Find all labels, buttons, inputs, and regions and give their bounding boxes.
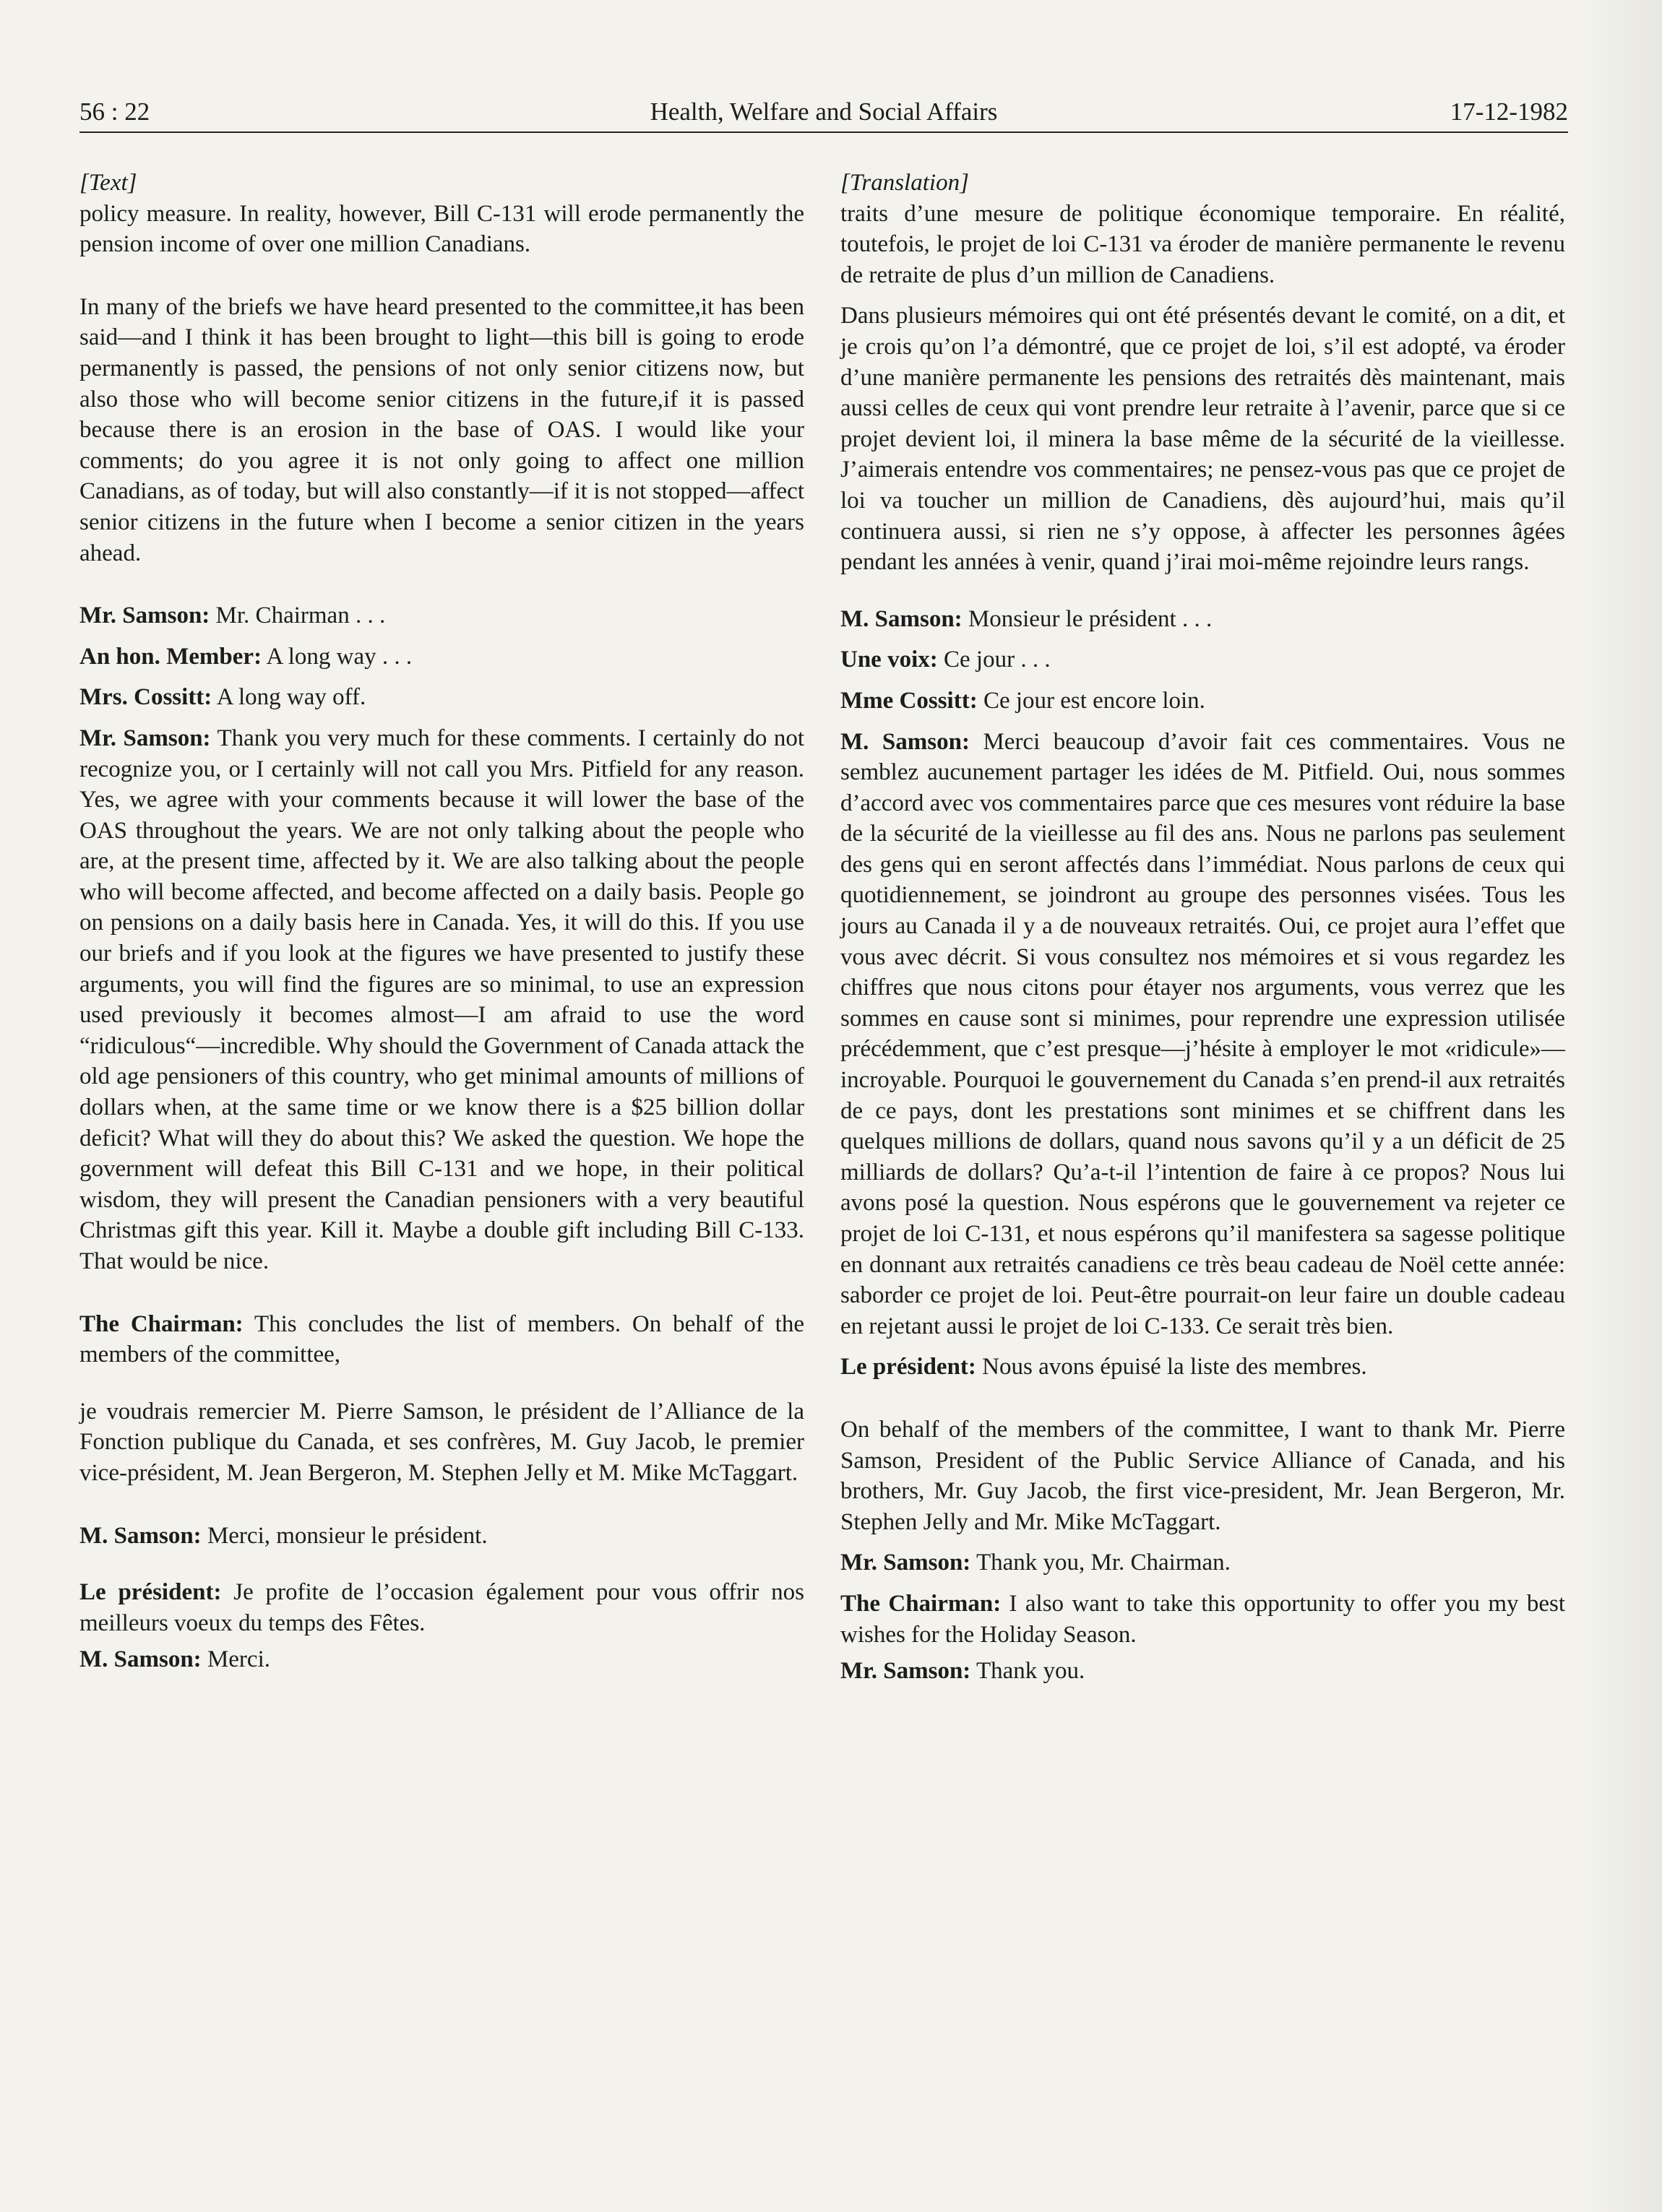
speaker-name: Une voix:	[840, 647, 938, 673]
speech-text: Mr. Chairman . . .	[210, 602, 386, 629]
speech-text: Merci beaucoup d’avoir fait ces commentaires. Vous ne semblez aucunement partager les idées de M. Pitfield. Oui, nous sommes d’accord avec vos commentaires parce que ces mesures vont réduire la base de la sécurité de la vieillesse au fil des ans. Nous ne parlons pas seulement des gens qui en seront affectés dans l’immédiat. Nous parlons de ceux qui quotidiennement, se joindront au groupe des personnes visées. Tous les jours au Canada il y a de nouveaux retraités. Oui, ce projet aura l’effet que vous avec décrit. Si vous consultez nos mémoires et si vous regardez les chiffres que nous citons pour étayer nos arguments, vous verrez que les sommes en cause sont si minimes, pour reprendre une expression utilisée précédemment, que c’est presque—j’hésite à employer le mot «ridicule»—incroyable. Pourquoi le gouvernement du Canada s’en prend-il aux retraités de ce pays, dont les prestations sont minimes et se chiffrent dans les quelques millions de dollars, quand nous savons qu’il y a un déficit de 25 milliards de dollars? Qu’a-t-il l’intention de faire à ce propos? Nous lui avons posé la question. Nous espérons que le gouvernement va rejeter ce projet de loi C-131, et nous espérons qu’il manifestera sa sagesse politique en donnant aux retraités canadiens ce très beau cadeau de Noël cette année: saborder ce projet de loi. Peut-être pourrait-on leur faire un double cadeau en rejetant aussi le projet de loi C-133. Ce serait très bien.	[840, 728, 1565, 1339]
speaker-name: M. Samson:	[79, 1646, 202, 1673]
speech-text: Je profite de l’occasion également pour vous offrir nos meilleurs voeux du temps des Fêtes.	[79, 1579, 804, 1636]
speaker-name: Mrs. Cossitt:	[79, 684, 212, 711]
speech	[840, 686, 1565, 717]
publication-title: Health, Welfare and Social Affairs	[650, 98, 998, 126]
speech-text: I also want to take this opportunity to offer you my best wishes for the Holiday Season.	[840, 1590, 1565, 1648]
speaker-name: M. Samson:	[840, 728, 970, 755]
speaker-name: Le président:	[840, 1354, 976, 1381]
page-header	[79, 92, 1568, 133]
paragraph: On behalf of the members of the committee, I want to thank Mr. Pierre Samson, President of the Public Service Alliance of Canada, and his brothers, Mr. Guy Jacob, the first vice-president, Mr. Jean Bergeron, Mr. Stephen Jelly and Mr. Mike McTaggart.	[840, 1416, 1565, 1535]
speech	[840, 1589, 1565, 1650]
speaker-name: Mr. Samson:	[79, 602, 210, 629]
speech	[79, 682, 804, 713]
paragraph: policy measure. In reality, however, Bill C-131 will erode permanently the pension income of over one million Canadians.	[79, 200, 804, 258]
speech-text: Nous avons épuisé la liste des membres.	[976, 1354, 1367, 1381]
speech-text: Merci, monsieur le président.	[201, 1522, 488, 1549]
paragraph: je voudrais remercier M. Pierre Samson, le président de l’Alliance de la Fonction publique du Canada, et ses confrères, M. Guy Jacob, le premier vice-président, M. Jean Bergeron, M. Stephen Jelly et M. Mike McTaggart.	[79, 1398, 804, 1486]
paragraph: In many of the briefs we have heard presented to the committee,it has been said—and I think it has been brought to light—this bill is going to erode permanently is passed, the pensions of not only senior citizens now, but also those who will become senior citizens in the future,if it is passed because there is an erosion in the base of OAS. I would like your comments; do you agree it is not only going to affect one million Canadians, as of today, but will also constantly—if it is not stopped—affect senior citizens in the future when I become a senior citizen in the years ahead.	[79, 293, 804, 566]
speech-text: Ce jour est encore loin.	[977, 687, 1205, 714]
speech-text: Thank you.	[970, 1658, 1085, 1685]
speech	[79, 1644, 804, 1675]
speech	[79, 641, 804, 673]
speech	[840, 727, 1565, 1342]
speech-text: Monsieur le président . . .	[962, 605, 1213, 632]
speech	[79, 1521, 804, 1552]
page-date: 17-12-1982	[1450, 98, 1568, 126]
speech-text: Ce jour . . .	[937, 647, 1051, 673]
speaker-name: M. Samson:	[840, 605, 963, 632]
paragraph: Dans plusieurs mémoires qui ont été présentés devant le comité, on a dit, et je crois qu’on l’a démontré, que ce projet de loi, s’il est adopté, va éroder d’une manière permanente les pensions des retraités dès maintenant, mais aussi celles de ceux qui vont prendre leur retraite à l’avenir, parce que si ce projet devient loi, il minera la base même de la sécurité de la vieillesse. J’aimerais entendre vos commentaires; ne pensez-vous pas que ce projet de loi va toucher un million de Canadiens, dès aujourd’hui, mais qu’il continuera aussi, si rien ne s’y oppose, à affecter les personnes âgées pendant les années à venir, quand j’irai moi-même rejoindre leurs rangs.	[840, 303, 1565, 576]
speaker-name: An hon. Member:	[79, 643, 262, 670]
speaker-name: Mme Cossitt:	[840, 687, 978, 714]
speech	[840, 1656, 1565, 1687]
speech-text: Thank you very much for these comments. I certainly do not recognize you, or I certainly will not call you Mrs. Pitfield for any reason. Yes, we agree with your comments because it will lower the base of the OAS throughout the years. We are not only talking about the people who are, at the present time, affected by it. We are also talking about the people who will become affected, and become affected on a daily basis. People go on pensions on a daily basis here in Canada. Yes, it will do this. If you use our briefs and if you look at the figures we have presented to justify these arguments, you will find the figures are so minimal, to use an expression used previously it becomes almost—I am afraid to use the word “ridiculous“—incredible. Why should the Government of Canada attack the old age pensioners of this country, who get minimal amounts of millions of dollars when, at the same time or we know there is a $25 billion dollar deficit? What will they do about this? We asked the question. We hope the government will defeat this Bill C-131 and we hope, in their political wisdom, they will present the Canadian pensioners with a very beautiful Christmas gift this year. Kill it. Maybe a double gift including Bill C-133. That would be nice.	[79, 725, 804, 1274]
speaker-name: The Chairman:	[840, 1590, 1002, 1617]
language-tag: [Text]	[79, 170, 137, 196]
language-tag: [Translation]	[840, 170, 969, 196]
speaker-name: Mr. Samson:	[79, 725, 211, 751]
page-number: 56 : 22	[79, 98, 150, 126]
speaker-name: Mr. Samson:	[840, 1658, 971, 1685]
paragraph: traits d’une mesure de politique économique temporaire. En réalité, toutefois, le projet de loi C-131 va éroder de manière permanente le revenu de retraite de plus d’un million de Canadiens.	[840, 200, 1565, 288]
speech-text: A long way off.	[212, 684, 366, 711]
speaker-name: Le président:	[79, 1579, 222, 1606]
speech	[79, 1309, 804, 1370]
speech-text: This concludes the list of members. On behalf of the members of the committee,	[79, 1310, 805, 1368]
speech	[79, 723, 804, 1277]
speech	[79, 600, 804, 631]
left-column	[79, 168, 804, 1675]
speech	[840, 1352, 1565, 1383]
speech	[840, 604, 1565, 635]
speech	[840, 1547, 1565, 1578]
speech	[79, 1577, 804, 1638]
speech-text: Thank you, Mr. Chairman.	[970, 1550, 1231, 1576]
speaker-name: The Chairman:	[79, 1310, 244, 1337]
speech-text: A long way . . .	[262, 643, 413, 670]
speech-text: Merci.	[201, 1646, 270, 1673]
speaker-name: M. Samson:	[79, 1522, 202, 1549]
right-column	[840, 168, 1565, 1687]
speaker-name: Mr. Samson:	[840, 1550, 971, 1576]
speech	[840, 644, 1565, 675]
page-edge-shadow	[1583, 0, 1662, 2212]
